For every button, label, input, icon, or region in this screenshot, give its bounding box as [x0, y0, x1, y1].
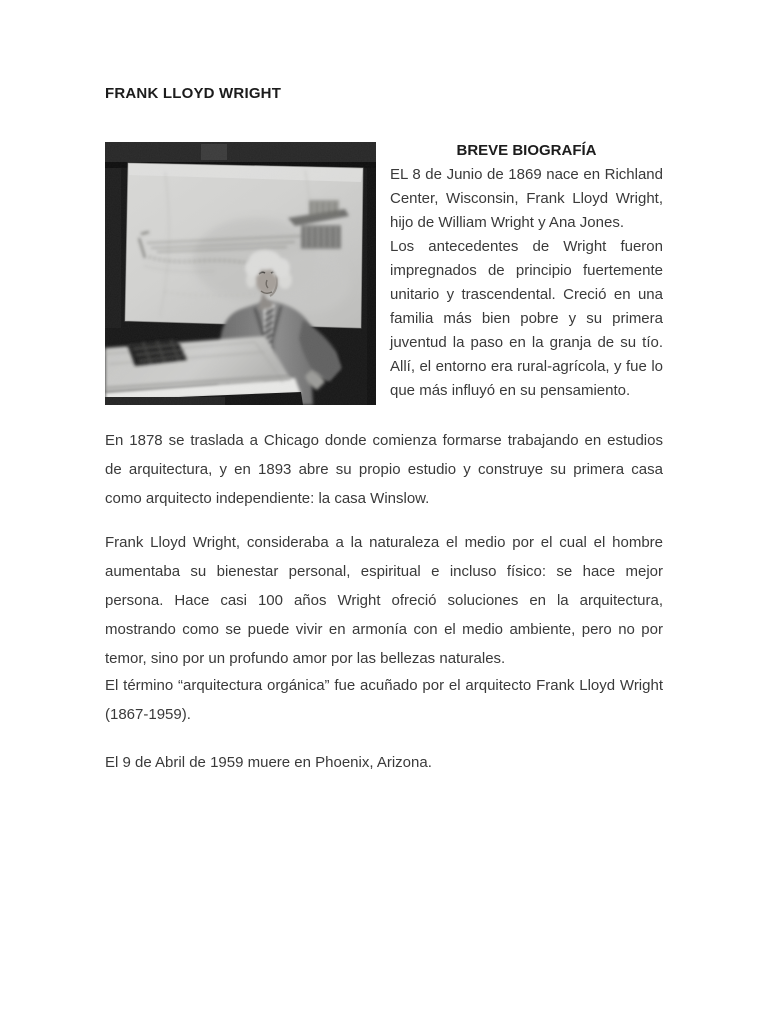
- paragraph-nature: Frank Lloyd Wright, consideraba a la naturaleza el medio por el cual el hombre aumentaba su bienestar personal, espiritual e incluso físico: se hace mejor persona. Hace casi 100 años Wright ofreció soluciones en la arquitectura, mostrando como se puede vivir en armonía con el medio ambiente, pero no por temor, sino por un profundo amor por las bellezas naturales.: [105, 534, 663, 667]
- document-title: FRANK LLOYD WRIGHT: [105, 85, 282, 102]
- frank-lloyd-wright-photo: [105, 142, 376, 405]
- bio-section: [105, 142, 663, 405]
- paragraph-death: El 9 de Abril de 1959 muere en Phoenix, Arizona.: [105, 754, 432, 771]
- bio-column: [390, 139, 663, 405]
- bio-paragraph-background: Los antecedentes de Wright fueron impregnados de principio fuertemente unitario y trascendental. Creció en una familia más bien pobre y su primera juventud la paso en la granja de su tío. Allí, el entorno era rural-agrícola, y fue lo que más influyó en su pensamiento.: [390, 238, 663, 399]
- photo-grain-overlay: [105, 142, 376, 405]
- bio-heading: BREVE BIOGRAFÍA: [456, 142, 597, 159]
- paragraph-chicago: En 1878 se traslada a Chicago donde comienza formarse trabajando en estudios de arquitectura, y en 1893 abre su propio estudio y construye su primera casa como arquitecto independiente: la casa Winslow.: [105, 432, 663, 507]
- paragraph-organic-architecture: El término “arquitectura orgánica” fue acuñado por el arquitecto Frank Lloyd Wright (1867-1959).: [105, 677, 663, 723]
- bio-paragraph-birth: EL 8 de Junio de 1869 nace en Richland Center, Wisconsin, Frank Lloyd Wright, hijo de William Wright y Ana Jones.: [390, 166, 663, 231]
